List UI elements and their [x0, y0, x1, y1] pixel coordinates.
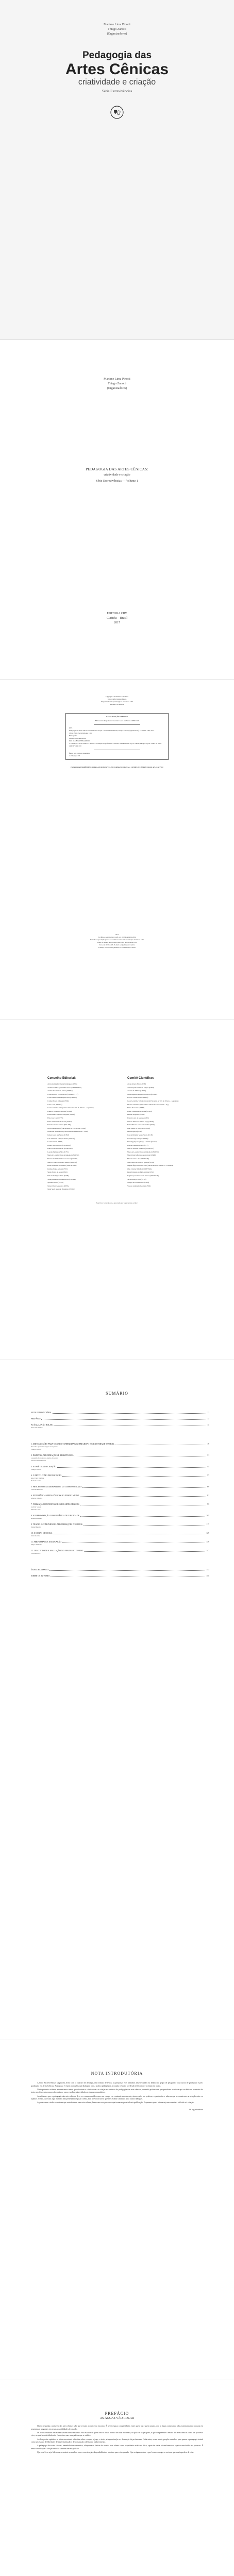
council-member: Carlos Alberto Vilar Estêvão (UMINHO – PT)	[47, 1093, 78, 1095]
publisher-contact	[31, 934, 203, 949]
catalog-page	[0, 680, 234, 1020]
committee-member: Sávio Rodrigo Silva (UFPA)	[127, 1178, 146, 1180]
committee-member: Cesar Gerónimo Tello (Universidad Nacional de Três de Febrero – Argentina)	[127, 1099, 179, 1102]
committee-member: Olga Cristina Belinho (UNIFESSPA)	[127, 1167, 152, 1170]
council-member: João Adalberto Campato Junior (UNESP)	[47, 1137, 75, 1140]
toc-author-name: Carla Ribeiro	[31, 1552, 41, 1554]
council-member: Aldira Guimarães Duarte Domínguez (UNB)	[47, 1083, 77, 1085]
council-member: Maria Cristina dos Santos Bezerra (UFSCar)	[47, 1161, 77, 1163]
preface-page	[0, 2380, 234, 2576]
toc-entry	[31, 1511, 209, 1520]
divider	[94, 724, 140, 725]
council-member: Lídia de Oliveira Xavier (UNIEURO)	[47, 1147, 73, 1150]
cip-line: 1. Educação 2. Artes cênicas 3. Teatro 4. Formação de professores I. Pinotti, Mariane Lima. org. II. Zanotti, Thiago. org. III. Título IV. Série.	[69, 742, 162, 744]
committee-member: Gláucia Maria dos Santos Jorge (UFOP)	[127, 1120, 154, 1123]
toc-leader-dots	[41, 1419, 206, 1420]
toc-author-name: Luciana Ferreira	[31, 1488, 43, 1490]
cip-line: 156 p. (Série Escrevivências, v. 1)	[69, 732, 92, 734]
council-member: Paulo Romualdo Hernandes (UNIFAL-MG)	[47, 1164, 77, 1167]
council-member: Carlos Federico Dominguez Avila (Unieuro)	[47, 1096, 77, 1099]
cover-author: Thiago Zanotti	[108, 28, 126, 31]
toc-entry	[31, 1520, 209, 1529]
committee-member: Ilma Passos A. Veiga (UNICEUB)	[127, 1127, 150, 1129]
toc-entry-title: SOBRE OS AUTORES	[31, 1575, 50, 1577]
toc-entry	[31, 1529, 209, 1537]
toc-author-name: Julia Martins	[31, 1535, 40, 1537]
toc-list	[0, 1408, 234, 1578]
body-paragraph: Quem frequenta o universo das artes cênicas sabe que o teatro acontece no encontro. É nesse espaço compartilhado, entre quem faz e quem assiste, que as águas começam a rolar, transformando certezas em perguntas e perguntas em novas possibilidades de criação.	[31, 2425, 203, 2430]
title-page-author: Thiago Zanotti	[108, 382, 126, 385]
committee-member: Marta Maria de Oliveira Queiroz (UFPI)	[127, 1161, 154, 1163]
council-member: Simone Rodrigues Pinto (UNB)	[47, 1175, 69, 1177]
committee-member: Elizeu Clementino de Souza (UNEB)	[127, 1110, 152, 1112]
toc-author-name: Patrícia Lima	[31, 1509, 41, 1511]
toc-entry-page: 31	[207, 1454, 209, 1456]
committee-member: Fauston Negreiros (UFPI)	[127, 1113, 145, 1116]
council-member: Leonel Severo Rocha (UNISINOS)	[47, 1144, 71, 1146]
committee-member: Paulo Fernando de Melo Martins (UFG)	[127, 1171, 154, 1174]
cip-index-heading: Índice para catálogo sistemático	[69, 752, 90, 754]
contact-line: Foi feito o depósito legal conf. Lei 10.994 de 14/12/2004	[98, 936, 136, 938]
toc-leader-dots	[53, 1413, 207, 1414]
toc-author-name: a questão do corpo no ensino do teatro	[31, 1457, 58, 1459]
council-member: Cesar Gerónimo Tello (Univer. Nacional Três de Febrero – Argentina)	[47, 1107, 94, 1109]
toc-spacer	[0, 1555, 234, 1565]
committee-member: Lourdes Helena da Silva (UFV)	[127, 1144, 148, 1146]
editorial-council-column	[47, 1077, 107, 1192]
committee-member: Maria Lurdes Lima (UNOESTE)	[127, 1158, 149, 1160]
toc-entry-title: 1. ARTICULAÇÕES PARA O ENSINO-APRENDIZAGEM EM GRUPO E CRIATIVIDADE TEATRAL	[31, 1443, 114, 1445]
copyright-line: Copyright © da Editora CRV Ltda.	[105, 696, 129, 698]
toc-entry-page: 81	[207, 1495, 209, 1497]
toc-entry-page: 117	[206, 1523, 209, 1526]
council-member: Tadeu Oliver Gonçalves (UFPA)	[47, 1184, 69, 1187]
toc-entry-page: 153	[206, 1569, 209, 1571]
toc-leader-dots	[49, 1570, 205, 1571]
toc-author-name: Rafaela Costa	[31, 1480, 41, 1482]
contact-line: Todos os direitos desta edição reservados pela: Editora CRV	[97, 941, 137, 943]
toc-entry-title: PREFÁCIO	[31, 1418, 41, 1420]
toc-author-name: Mariane Lima Pinotti	[31, 1460, 46, 1462]
committee-member: Eliane Rose Maio (UEM)	[127, 1107, 144, 1109]
toc-leader-dots	[57, 1467, 206, 1468]
toc-leader-dots	[62, 1476, 206, 1477]
committee-member: Marcos Vinicius Francisco (UNOESTE)	[127, 1147, 154, 1150]
body-paragraph: Agradecemos a todos os autores que contribuíram com este volume, bem como aos parceiros que tornaram possível esta publicação. Esperamos que a leitura seja um convite à reflexão e à criação.	[37, 2102, 194, 2104]
cover-author: Mariane Lima Pinotti	[104, 23, 130, 26]
council-member: Maria de Lourdes Pinto de Almeida (UNOESC)	[47, 1154, 79, 1157]
council-member: Tania Suely Azevedo Brasileiro (UFOPA)	[47, 1188, 75, 1191]
contact-line: Tel.: (41) 3039-6418 - E-mail: sac@editoracrv.com.br	[99, 944, 135, 946]
toc-entry-title: 8. A IMPROVISAÇÃO COMO PRÁTICA DE LIBERDADE	[31, 1515, 79, 1517]
council-member: Antônio Pereira Gaio Júnior (UFRRJ)	[47, 1090, 73, 1092]
council-member: Gloria Fariñas León (Universidade de La Havana – Cuba)	[47, 1127, 86, 1129]
council-member: Josania Portela (UFPI)	[47, 1141, 63, 1143]
committee-member: Barbara Coelho Neves (UFBA)	[127, 1096, 148, 1099]
publisher-year: 2017	[114, 621, 120, 624]
committee-member: Andréia N. Militão (UEMS)	[127, 1090, 146, 1092]
council-member: Lourdes Helena da Silva (UFV)	[47, 1150, 69, 1153]
toc-entry-page: 45	[207, 1466, 209, 1468]
toc-entry-title: ÍNDICE REMISSIVO	[31, 1569, 49, 1571]
cip-index-entry: 1. Educação 370	[69, 755, 80, 757]
toc-leader-dots	[83, 1525, 206, 1526]
copyright-line: Editor-chefe: Railson Moura	[107, 698, 127, 700]
contact-line: Proibida a reprodução parcial ou total desta obra sem autorização da Editora CRV	[90, 939, 144, 941]
council-member: Guillermo Arias Beatón (Universidade de La Havana – Cuba)	[47, 1130, 88, 1133]
toc-entry-title: 11. PERFORMANCE E EDUCAÇÃO	[31, 1541, 61, 1543]
toc-author-name: Fernando Aleixo	[31, 1427, 43, 1429]
committee-member: Kilwangy Kya Kapitango-a-Samba (Unemat)	[127, 1141, 157, 1143]
council-member: Elione Maria Nogueira Diogenes (UFAL)	[47, 1113, 75, 1116]
toc-entry-title: AS ÁGUAS VÃO ROLAR	[31, 1424, 53, 1426]
copyright-block	[31, 696, 203, 706]
body-paragraph: Acreditamos que a pedagogia das artes cênicas deve ser compreendida como um campo em constante movimento, atravessado por práticas, experiências e saberes que se constroem na relação entre os sujeitos. Assim, os textos aqui reunidos não pretendem esgotar o tema, mas provocar novas questões e abrir caminhos para outros diálogos.	[31, 2095, 203, 2100]
toc-entry-title: 6. EXPERIÊNCIAS PEDAGÓGICAS NO ENSINO MÉDIO	[31, 1495, 79, 1497]
committee-member: Maria Eurácia Barreto de Andrade (UFRB)	[127, 1154, 156, 1157]
toc-entry	[31, 1565, 209, 1571]
scientific-committee-column	[127, 1077, 187, 1192]
committee-member: Francisco Ari de Andrade (UFC)	[127, 1116, 149, 1119]
toc-title: SUMÁRIO	[106, 1391, 128, 1396]
cover-author: (Organizadores)	[107, 32, 127, 36]
council-member: Celso Conti (UFSCar)	[47, 1103, 62, 1106]
committee-member: Altair Alberto Fávero (UPF)	[127, 1083, 146, 1085]
toc-entry	[31, 1420, 209, 1429]
toc-entry-title: 12. CRIATIVIDADE E AVALIAÇÃO NO ENSINO DO TEATRO	[31, 1550, 83, 1552]
toc-author-name: Renata Almeida	[31, 1517, 42, 1519]
toc-entry-page: 69	[207, 1486, 209, 1488]
council-member: Élsio José Corá (UFFS)	[47, 1116, 63, 1119]
body-paragraph: A Série Escrevivências surgiu em 2015, com o objetivo de divulgar, em formato de livros, as pesquisas e os trabalhos desenvolvidos no âmbito do grupo de pesquisa e dos cursos de graduação e pós-graduação em Artes Cênicas. A proposta é reunir produções que dialogam com a prática pedagógica, a criação cênica e a reflexão teórica sobre o ensino do teatro.	[31, 2082, 203, 2087]
body-paragraph: Os textos reunidos nesta obra nascem desse encontro. São escritos de quem vive o teatro na sala de aula, no ensaio, no palco e na pesquisa, e que compreende o ensino das artes cênicas como um processo vivo, no qual a criatividade não é um dom, mas uma prática que se cultiva.	[31, 2431, 203, 2437]
toc-entry-page: 93	[207, 1503, 209, 1505]
table-of-contents-page	[0, 1360, 234, 2040]
committee-member: Ana Chrystina Venancio Mignot (UERJ)	[127, 1086, 154, 1089]
peer-review-line: Este livro foi avaliado e aprovado por pareceristas ad hoc.	[96, 1202, 138, 1204]
contact-line: Conheça os nossos lançamentos: www.editoracrv.com.br	[98, 946, 136, 948]
toc-entry	[31, 1471, 209, 1482]
cip-line: CDU 37 CDD 370	[69, 745, 81, 747]
toc-entry-title: NOTA INTRODUTÓRIA	[31, 1412, 52, 1414]
toc-entry	[31, 1408, 209, 1414]
toc-leader-dots	[80, 1516, 206, 1517]
toc-entry-page: 19	[207, 1443, 209, 1445]
cip-line: Bibliografia	[69, 735, 77, 737]
committee-member: Valeska Guimarães Pereira (UNIR)	[127, 1184, 151, 1187]
copyright-line: Revisão: Os Autores	[110, 703, 124, 705]
toc-spacer	[0, 1429, 234, 1439]
intro-title: NOTA INTRODUTÓRIA	[91, 2071, 143, 2076]
intro-signature: Os organizadores	[189, 2108, 203, 2111]
cip-heading: CATALOGAÇÃO NA FONTE	[106, 716, 128, 718]
body-paragraph: Que este livro seja lido como se assiste a uma boa cena: com atenção, disponibilidade e abertura para o inesperado. Que as águas rolem, e que levem consigo as certezas que nos impedem de criar.	[37, 2451, 194, 2454]
body-paragraph: Neste primeiro volume, apresentamos textos que discutem a criatividade e a criação no contexto da pedagogia das artes cênicas, reunindo professores, pesquisadores e artistas que se dedicam ao ensino do teatro em diferentes espaços formativos, como escolas, universidades e grupos comunitários.	[31, 2088, 203, 2094]
editorial-council-heading: Conselho Editorial:	[47, 1077, 76, 1080]
preface-subtitle: AS ÁGUAS VÃO ROLAR	[99, 2417, 135, 2420]
toc-entry-page: 57	[207, 1475, 209, 1477]
toc-entry-title: 3. A ESTÉTICA DA CRIAÇÃO	[31, 1466, 57, 1468]
digital-edition-notice: ESTA OBRA TAMBÉM ENCONTRA-SE DISPONÍVEL EM FORMATO DIGITAL. CONHEÇA E BAIXE NOSSO APLICATIVO!	[71, 766, 163, 768]
committee-member: Thiago Silva de Oliveira (UFPA)	[127, 1181, 149, 1184]
cover-subtitle: criatividade e criação	[78, 78, 156, 87]
committee-member: Helder Buenos Aires de Carvalho (UFPI)	[127, 1124, 155, 1126]
toc-author-name: Marcos Oliveira	[31, 1497, 43, 1499]
toc-author-name: Gabriel Souza	[31, 1506, 41, 1508]
toc-entry	[31, 1500, 209, 1511]
toc-entry	[31, 1482, 209, 1491]
committee-member: Inês Bragança (UERJ)	[127, 1130, 142, 1133]
toc-entry-authors	[31, 1457, 209, 1462]
council-member: Francisco Carlos Duarte (PUC-PR)	[47, 1124, 71, 1126]
copyright-line: Diagramação e Capa: Designers da Editora CRV	[101, 701, 133, 703]
toc-author-name: Thiago Zanotti	[31, 1468, 42, 1470]
toc-entry	[31, 1546, 209, 1555]
toc-entry-page: 13	[207, 1418, 209, 1420]
cover-title-line2: Artes Cênicas	[65, 61, 169, 78]
toc-entry-title: 5. PROCESSOS COLABORATIVOS: DO CORPO AO TEXTO	[31, 1486, 82, 1488]
toc-entry	[31, 1571, 209, 1578]
publisher-block	[0, 612, 234, 625]
title-page-subtitle: criatividade e criação	[104, 473, 130, 477]
toc-entry-page: 147	[206, 1550, 209, 1552]
committee-member: Jussara Fraga Portugal (UNEB)	[127, 1137, 148, 1140]
cover-series: Série Escrevivências	[102, 89, 132, 93]
toc-author-name: Daniel Pereira	[31, 1526, 41, 1528]
toc-entry	[31, 1537, 209, 1546]
cip-line: DOI 10.24824/978854440000.0	[69, 740, 90, 742]
toc-entry-title: 10. O CORPO QUE JOGA	[31, 1532, 53, 1534]
book-cover	[0, 0, 234, 340]
toc-entry	[31, 1414, 209, 1420]
toc-entry	[31, 1462, 209, 1471]
council-member: Andréia da Silva Quintanilha Sousa (UNIR/UFRN)	[47, 1086, 81, 1089]
committee-member: Miguel Ángel Gonzalez Solis (Universidad del Atlántico – Colombia)	[127, 1164, 174, 1167]
toc-entry-page: 13	[207, 1424, 209, 1426]
toc-entry-title: 9. TEATRO E COMUNIDADE: APROXIMAÇÕES POSSÍVEIS	[31, 1523, 82, 1526]
toc-entry-page: 129	[206, 1532, 209, 1534]
cover-authors	[0, 0, 234, 37]
toc-leader-dots	[84, 1551, 205, 1552]
council-member: Solange Helena Ximenes-Rocha (UFOPA)	[47, 1178, 76, 1180]
toc-entry	[31, 1451, 209, 1462]
toc-entry-title: 4. O TEXTO COMO PROVOCAÇÃO	[31, 1475, 62, 1477]
introductory-note-page	[0, 2040, 234, 2380]
toc-entry-page: 155	[206, 1575, 209, 1577]
cover-title-line1: Pedagogia das	[82, 50, 152, 61]
peer-review-note	[0, 1202, 234, 1204]
toc-leader-dots	[82, 1487, 206, 1488]
cip-record	[65, 713, 169, 760]
contact-line: 2017	[115, 934, 119, 936]
council-member: Maria Lília Imbiriba Sousa Colares (UFOPA)	[47, 1158, 78, 1160]
publisher-city: Curitiba – Brasil	[107, 617, 127, 620]
toc-entry	[31, 1439, 209, 1451]
toc-entry-page: 105	[206, 1515, 209, 1517]
committee-member: José de Ribamar Sousa Pereira (UCB)	[127, 1133, 153, 1136]
toc-leader-dots	[80, 1496, 206, 1497]
body-paragraph: A pedagogia das artes cênicas, entendida dessa maneira, ultrapassa os limites da técnica e se afirma como experiência estética e ética, capaz de afetar e transformar os sujeitos envolvidos no processo. É nesse sentido que a criação se torna também um ato político.	[31, 2445, 203, 2450]
preface-title: PREFÁCIO	[105, 2411, 129, 2416]
toc-author-name: Felipe Andrade	[31, 1544, 42, 1546]
theater-masks-icon	[110, 106, 124, 119]
cip-line: ISBN 978-85-444-0000-0	[69, 737, 87, 739]
committee-member: Anna Augusta Sampaio de Oliveira (UNESP)	[127, 1093, 158, 1095]
title-page-author: (Organizadores)	[107, 387, 127, 390]
cip-librarian: Bibliotecária Responsável: Luzenira Alves dos Santos CRB9/1506	[95, 720, 139, 722]
toc-entry-authors	[31, 1477, 209, 1482]
council-member: Rodrigo Pratte-Santos (UFES)	[47, 1167, 68, 1170]
title-page-series: Série Escrevivências — Volume 1	[96, 480, 138, 483]
editorial-council-page	[0, 1020, 234, 1360]
title-page	[0, 340, 234, 680]
title-page-authors	[0, 340, 234, 391]
committee-member: Regina Aparecida Correia Tranco (UNIOESTE)	[127, 1175, 159, 1177]
council-member: Eduardo Fernandes Barbosa (UFMG)	[47, 1110, 73, 1112]
toc-author-name: Ana Clara Martins	[31, 1477, 44, 1479]
toc-entry-title: 2. DISPUTAS, APROPRIAÇÕES E RESISTÊNCIAS:	[31, 1454, 74, 1456]
council-member: Carmen Tereza Velanga (UNIR)	[47, 1099, 69, 1102]
toc-entry-page: 139	[206, 1541, 209, 1543]
cip-line: P371	[69, 727, 73, 729]
council-member: Sérgio Nunes de Jesus (IFRO)	[47, 1171, 68, 1174]
toc-entry	[31, 1491, 209, 1500]
council-member: Sydione Santos (UEPG)	[47, 1181, 63, 1184]
toc-author-name: Thiago Zanotti	[31, 1448, 42, 1450]
publisher-name: EDITORA CRV	[107, 612, 127, 615]
committee-member: Diosnel Centurion (Universidad Americana de Asunción – Py)	[127, 1103, 169, 1106]
scientific-committee-heading: Comitê Científico:	[127, 1077, 154, 1080]
toc-entry-authors	[31, 1446, 209, 1451]
toc-author-name: Pasceli Augusta Rodrigues Gonçalves	[31, 1446, 58, 1448]
committee-member: Maria de Lourdes Pinto de Almeida (UNOESC)	[127, 1150, 159, 1153]
title-page-title: PEDAGOGIA DAS ARTES CÊNICAS:	[86, 467, 148, 471]
toc-entry-title: 7. FORMAÇÃO DE PROFESSORES DE ARTES CÊNICAS	[31, 1503, 79, 1505]
toc-entry-authors	[31, 1506, 209, 1511]
title-page-author: Mariane Lima Pinotti	[104, 378, 130, 381]
cip-line: Pedagogia das artes cênicas: criatividade e criação / Mariane Lima Pinotti, Thiago Zanotti (organizadores) – Curitiba: CRV, 2017.	[69, 730, 155, 732]
toc-row	[31, 1575, 209, 1578]
council-member: Jailson Alves dos Santos (UFRJ)	[47, 1133, 69, 1136]
toc-entry-page: 11	[207, 1412, 209, 1414]
body-paragraph: Ao longo dos capítulos, o leitor encontrará reflexões sobre o corpo, o jogo, o texto, a improvisação e a formação de professores. Cada autor, a seu modo, propõe caminhos para pensar a pedagogia teatral como um espaço de liberdade, de experimentação e de construção coletiva do conhecimento.	[31, 2438, 203, 2444]
council-member: Elizeu Clementino de Souza (UNEB)	[47, 1120, 72, 1123]
